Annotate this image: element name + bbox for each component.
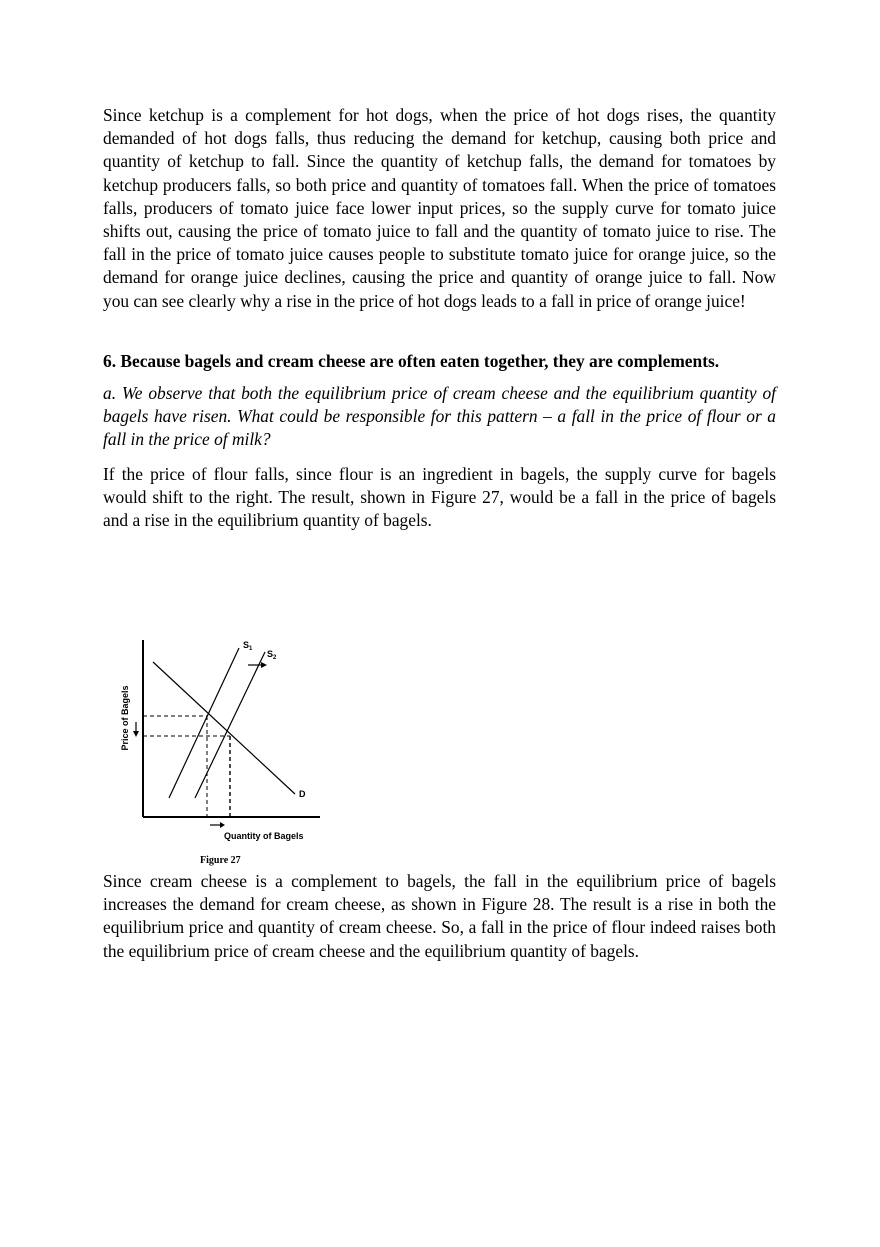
y-axis-label: Price of Bagels: [120, 685, 130, 751]
figure-caption: Figure 27: [200, 855, 241, 866]
paragraph-ketchup-chain: Since ketchup is a complement for hot dogs, when the price of hot dogs rises, the quantity demanded of hot dogs falls, thus reducing the demand for ketchup, causing both price and quantity of ketchup to fall. Since the quantity of ketchup falls, the demand for tomatoes by ketchup producers falls, so both price and quantity of tomatoes fall. When the price of tomatoes falls, producers of tomato juice face lower input prices, so the supply curve for tomato juice shifts out, causing the price of tomato juice to fall and the quantity of tomato juice to rise. The fall in the price of tomato juice causes people to substitute tomato juice for orange juice, so the demand for orange juice declines, causing the price and quantity of orange juice to fall. Now you can see clearly why a rise in the price of hot dogs leads to a fall in price of orange juice!: [103, 105, 776, 311]
demand-curve: [153, 662, 295, 794]
quantity-right-arrowhead: [220, 822, 225, 828]
s2-label: $S_2$: [267, 649, 277, 661]
price-down-arrowhead: [133, 731, 139, 737]
paragraph-cream-cheese: Since cream cheese is a complement to bagels, the fall in the equilibrium price of bagels increases the demand for cream cheese, as shown in Figure 28. The result is a rise in both the equilibrium price and quantity of cream cheese. So, a fall in the price of flour indeed raises both the equilibrium price of cream cheese and the equilibrium quantity of bagels.: [103, 871, 776, 961]
supply-shift-arrowhead: [261, 662, 267, 668]
s1-label: $S_1$: [243, 640, 253, 652]
question-6a: a. We observe that both the equilibrium price of cream cheese and the equilibrium quantity of bagels have risen. What could be responsible for this pattern – a fall in the price of flour or a fall in the price of milk?: [103, 383, 776, 450]
supply-curve-s2: [195, 652, 265, 798]
x-axis-label: Quantity of Bagels: [224, 831, 304, 841]
figure-27-diagram: [115, 632, 330, 850]
supply-demand-diagram: [115, 632, 330, 850]
supply-curve-s1: [169, 648, 239, 798]
question-6-heading: 6. Because bagels and cream cheese are often eaten together, they are complements.: [103, 351, 720, 371]
paragraph-flour-price: If the price of flour falls, since flour is an ingredient in bagels, the supply curve for bagels would shift to the right. The result, shown in Figure 27, would be a fall in the price of bagels and a rise in the equilibrium quantity of bagels.: [103, 464, 776, 531]
d-label: D: [299, 789, 306, 799]
